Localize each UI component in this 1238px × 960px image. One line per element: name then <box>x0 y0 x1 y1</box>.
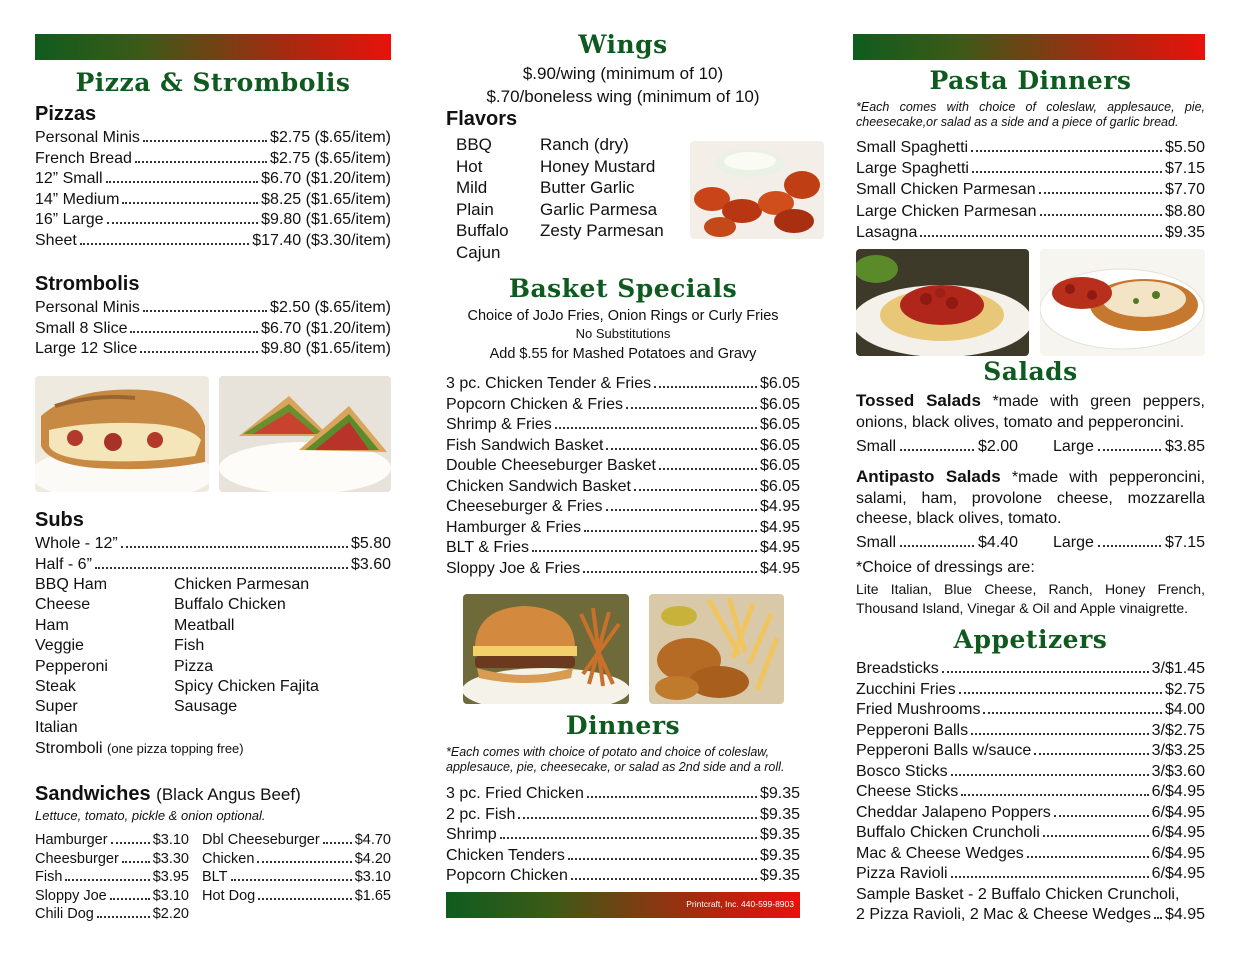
item-price: $4.95 <box>759 498 800 515</box>
dinners-title: Dinners <box>565 711 681 740</box>
tossed-salad-name: Tossed Salads <box>856 391 981 410</box>
menu-row <box>202 850 391 869</box>
size-price: $7.15 <box>1164 534 1205 551</box>
boneless-price-line: $.70/boneless wing (minimum of 10) <box>486 87 760 106</box>
menu-row <box>35 850 189 869</box>
sub-type: Ham <box>35 616 69 634</box>
item-price: $1.65 <box>354 887 391 904</box>
dinners-list <box>446 784 800 887</box>
sub-type: Spicy Chicken Fajita <box>174 678 319 696</box>
item-name: Shrimp & Fries <box>446 416 552 433</box>
item-name: Buffalo Chicken Cruncholi <box>856 824 1040 841</box>
spaghetti-photo <box>856 249 1029 356</box>
sub-type: Meatball <box>174 616 235 634</box>
item-price: $3.10 <box>152 887 189 904</box>
sandwiches-title: Sandwiches <box>35 783 151 805</box>
basket-no-sub-line: No Substitutions <box>575 326 671 341</box>
item-name: Chicken Tenders <box>446 846 565 864</box>
menu-row <box>202 868 391 887</box>
basket-specials-title: Basket Specials <box>508 274 738 303</box>
menu-row <box>35 149 391 170</box>
sub-type: Veggie <box>35 637 84 655</box>
sample-basket-line-2 <box>856 905 1205 926</box>
pizza-column <box>35 0 391 960</box>
flavor: Zesty Parmesan <box>540 221 664 241</box>
size-label: Small <box>856 438 897 455</box>
item-price: $3.30 <box>152 850 189 867</box>
menu-row <box>446 518 800 539</box>
menu-row <box>446 559 800 580</box>
menu-row <box>856 803 1205 824</box>
sample-basket-line-1 <box>856 885 1205 906</box>
sub-type: Pepperoni <box>35 657 108 675</box>
menu-row <box>856 179 1205 200</box>
item-name: Chicken <box>202 850 255 867</box>
item-price: 6/$4.95 <box>1151 865 1205 882</box>
pizza-strombolis-title: Pizza & Strombolis <box>75 68 351 97</box>
sub-type: Fish <box>174 637 205 655</box>
item-price: 6/$4.95 <box>1151 803 1205 821</box>
subs-sizes-list <box>35 534 391 575</box>
item-name: Sloppy Joe & Fries <box>446 559 581 577</box>
item-price: $9.80 ($1.65/item) <box>261 340 391 357</box>
sandwiches-note: Lettuce, tomato, pickle & onion optional. <box>35 808 266 823</box>
menu-row <box>446 395 800 416</box>
antipasto-salad-desc <box>856 467 1205 530</box>
item-name: Shrimp <box>446 826 497 843</box>
item-price: $7.15 <box>1164 160 1205 178</box>
menu-row <box>35 128 391 149</box>
menu-row <box>446 805 800 826</box>
item-name: Lasagna <box>856 223 918 241</box>
item-price: $2.75 ($.65/item) <box>270 129 391 146</box>
item-price: $17.40 ($3.30/item) <box>252 231 391 249</box>
menu-row <box>35 231 391 252</box>
item-name: Sheet <box>35 231 77 249</box>
menu-row <box>202 831 391 850</box>
item-price: $9.35 <box>1164 223 1205 241</box>
stromboli-line <box>35 740 244 758</box>
item-price: $9.80 ($1.65/item) <box>261 211 391 228</box>
item-name: Chicken Sandwich Basket <box>446 477 631 495</box>
item-name: Double Cheeseburger Basket <box>446 457 656 474</box>
menu-row <box>856 700 1205 721</box>
item-name: Fried Mushrooms <box>856 701 981 718</box>
wings-photo <box>690 141 824 239</box>
flavor: Garlic Parmesa <box>540 199 658 219</box>
sub-type: Buffalo Chicken <box>174 596 286 614</box>
flavor: Buffalo <box>456 221 509 241</box>
size-price: $2.00 <box>978 438 1019 455</box>
tossed-salad-desc <box>856 391 1205 433</box>
strombolis-list <box>35 298 391 360</box>
item-name: Small Chicken Parmesan <box>856 181 1036 199</box>
flavor: Ranch (dry) <box>540 135 629 154</box>
menu-row <box>856 137 1205 158</box>
pasta-salads-column <box>856 0 1205 960</box>
item-price: $3.95 <box>152 869 189 886</box>
item-name: Chili Dog <box>35 906 94 923</box>
wings-title: Wings <box>578 30 668 59</box>
size-label: Large <box>1053 438 1094 455</box>
size-label: Small <box>856 534 897 551</box>
menu-row <box>35 169 391 190</box>
sub-type: Chicken Parmesan <box>174 576 310 593</box>
item-price: $3.60 <box>350 555 391 573</box>
dressings-heading: *Choice of dressings are: <box>856 559 1035 576</box>
menu-row <box>856 864 1205 885</box>
item-price: 3/$3.60 <box>1151 762 1205 780</box>
item-name: Fish <box>35 869 63 886</box>
menu-row <box>35 319 391 340</box>
flavor: Honey Mustard <box>540 156 656 176</box>
item-price: $2.75 ($.65/item) <box>270 149 391 167</box>
menu-row <box>446 374 800 395</box>
flavor: Butter Garlic <box>540 178 635 198</box>
menu-row <box>446 415 800 436</box>
item-price: $6.05 <box>759 457 800 474</box>
menu-row <box>35 534 391 555</box>
size-price: $4.40 <box>978 534 1019 551</box>
item-name: 2 pc. Fish <box>446 805 516 823</box>
dressings-list: Lite Italian, Blue Cheese, Ranch, Honey French, Thousand Island, Vinegar & Oil and Apple vinaigrette. <box>856 581 1205 616</box>
item-name: 3 pc. Fried Chicken <box>446 785 584 802</box>
item-price: $6.05 <box>759 395 800 413</box>
item-name: Dbl Cheeseburger <box>202 832 320 848</box>
menu-row <box>446 784 800 805</box>
item-price: $3.10 <box>152 832 189 848</box>
item-price: 3/$1.45 <box>1151 660 1205 677</box>
menu-row <box>856 844 1205 865</box>
sub-type: Steak <box>35 678 76 696</box>
menu-row <box>35 298 391 319</box>
pasta-dinners-title: Pasta Dinners <box>929 66 1132 95</box>
menu-row <box>446 825 800 846</box>
item-name: Small 8 Slice <box>35 319 128 337</box>
printer-credit: Printcraft, Inc. 440-599-8903 <box>446 892 800 918</box>
size-label: Large <box>1053 534 1094 551</box>
menu-row <box>35 555 391 576</box>
item-price: $8.25 ($1.65/item) <box>261 190 391 208</box>
menu-row <box>856 782 1205 803</box>
menu-row <box>446 497 800 518</box>
item-price: $4.95 <box>759 518 800 536</box>
basket-list <box>446 374 800 579</box>
menu-row <box>35 887 189 906</box>
menu-row <box>35 190 391 211</box>
item-name: Hamburger <box>35 832 108 848</box>
item-name: Large 12 Slice <box>35 340 138 357</box>
item-name: Hamburger & Fries <box>446 518 582 536</box>
dinners-note: *Each comes with choice of potato and choice of coleslaw, applesauce, pie, cheesecake, or salad as 2nd side and a roll. <box>446 745 785 774</box>
item-name: 2 Pizza Ravioli, 2 Mac & Cheese Wedges <box>856 906 1151 923</box>
pizzas-list <box>35 128 391 251</box>
sandwiches-list-right <box>202 831 391 905</box>
flavors-grid <box>456 134 690 264</box>
sub-type: BBQ Ham <box>35 576 108 593</box>
item-name: Cheddar Jalapeno Poppers <box>856 803 1051 821</box>
item-price: $6.05 <box>759 477 800 495</box>
item-price: $4.95 <box>759 539 800 556</box>
sub-type: Sausage <box>174 698 238 716</box>
flavor: Hot <box>456 156 483 176</box>
item-name: Breadsticks <box>856 660 939 677</box>
item-price: 6/$4.95 <box>1151 783 1205 800</box>
item-name: Mac & Cheese Wedges <box>856 844 1024 862</box>
item-price: $4.95 <box>1164 906 1205 923</box>
item-name: 12” Small <box>35 170 103 187</box>
tossed-salad-prices <box>856 438 1205 456</box>
item-name: Popcorn Chicken & Fries <box>446 395 623 413</box>
item-name: 14” Medium <box>35 190 120 208</box>
item-name: Zucchini Fries <box>856 680 956 698</box>
appetizers-list <box>856 659 1205 926</box>
flavor: Cajun <box>456 242 501 262</box>
item-name: Bosco Sticks <box>856 762 948 780</box>
item-name: Large Chicken Parmesan <box>856 202 1037 220</box>
chicken-fries-photo <box>649 594 784 704</box>
item-name: Cheesburger <box>35 850 119 867</box>
item-name: Pizza Ravioli <box>856 865 948 882</box>
subs-types-grid <box>35 575 391 738</box>
gradient-bar <box>35 34 391 60</box>
item-name: Personal Minis <box>35 129 140 146</box>
menu-row <box>446 866 800 887</box>
wings-price-line: $.90/wing (minimum of 10) <box>522 64 724 83</box>
item-price: $9.35 <box>759 846 800 864</box>
item-name: Personal Minis <box>35 299 140 316</box>
subs-heading: Subs <box>35 509 84 531</box>
item-name: Cheeseburger & Fries <box>446 498 603 515</box>
menu-row <box>35 905 189 924</box>
item-price: $4.70 <box>354 832 391 848</box>
sandwich-photo <box>219 376 391 492</box>
item-price: $2.20 <box>152 906 189 923</box>
sandwiches-subtitle: (Black Angus Beef) <box>156 785 301 804</box>
item-price: 3/$2.75 <box>1151 721 1205 739</box>
menu-row <box>35 339 391 360</box>
item-price: $3.10 <box>354 869 391 886</box>
salads-title: Salads <box>983 357 1078 386</box>
stromboli-label: Stromboli <box>35 740 103 757</box>
menu-row <box>446 436 800 457</box>
strombolis-heading: Strombolis <box>35 273 140 295</box>
item-name: Sloppy Joe <box>35 887 107 904</box>
item-price: $7.70 <box>1164 181 1205 199</box>
item-name: Sample Basket - 2 Buffalo Chicken Cruncholi, <box>856 885 1180 903</box>
menu-row <box>856 659 1205 680</box>
item-price: $5.80 <box>350 535 391 552</box>
sub-type <box>174 718 391 738</box>
item-price: $5.50 <box>1164 139 1205 156</box>
wings-baskets-column <box>446 0 800 960</box>
pasta-list <box>856 137 1205 243</box>
flavor: Plain <box>456 199 494 219</box>
menu-row <box>856 222 1205 243</box>
item-name: Cheese Sticks <box>856 783 959 800</box>
menu-row <box>856 680 1205 701</box>
menu-row <box>856 823 1205 844</box>
menu-row <box>446 538 800 559</box>
item-name: 16” Large <box>35 211 104 228</box>
sandwiches-heading <box>35 783 301 806</box>
item-name: Large Spaghetti <box>856 160 969 178</box>
item-name: BLT <box>202 869 228 886</box>
pasta-note: *Each comes with choice of coleslaw, applesauce, pie, cheesecake,or salad as a side and a piece of garlic bread. <box>856 100 1205 129</box>
item-name: Small Spaghetti <box>856 139 969 156</box>
basket-gravy-line: Add $.55 for Mashed Potatoes and Gravy <box>489 346 757 362</box>
item-name: BLT & Fries <box>446 539 529 556</box>
item-name: Hot Dog <box>202 887 256 904</box>
menu-row <box>35 868 189 887</box>
menu-row <box>856 721 1205 742</box>
flavor: Mild <box>456 178 488 198</box>
menu-row <box>446 477 800 498</box>
burger-photo <box>463 594 629 704</box>
item-price: 3/$3.25 <box>1151 742 1205 759</box>
item-name: Pepperoni Balls <box>856 721 969 739</box>
antipasto-salad-text: *made with pepperoncini, salami, ham, provolone cheese, mozzarella cheese, black olives, tomato. <box>856 469 1206 527</box>
tossed-salad-text: *made with green peppers, onions, black olives, tomato and pepperoncini. <box>856 393 1206 431</box>
chicken-parmesan-photo <box>1040 249 1205 356</box>
sandwiches-list-left <box>35 831 189 924</box>
antipasto-salad-name: Antipasto Salads <box>856 467 1001 486</box>
item-price: $4.20 <box>354 850 391 867</box>
item-price: $6.05 <box>759 416 800 433</box>
item-price: $9.35 <box>759 826 800 843</box>
item-price: $6.70 ($1.20/item) <box>261 319 391 337</box>
pizzas-heading: Pizzas <box>35 103 97 125</box>
stromboli-photo <box>35 376 209 492</box>
flavors-heading: Flavors <box>446 108 518 130</box>
menu-row <box>856 762 1205 783</box>
sub-type: Cheese <box>35 596 91 614</box>
item-name: Half - 6” <box>35 555 92 573</box>
menu-row <box>446 846 800 867</box>
item-price: $9.35 <box>759 867 800 884</box>
item-price: $8.80 <box>1164 202 1205 220</box>
item-price: $6.05 <box>759 375 800 392</box>
flavor <box>540 242 690 264</box>
menu-row <box>856 158 1205 179</box>
menu-row <box>446 456 800 477</box>
item-price: $4.95 <box>759 559 800 577</box>
item-price: $2.50 ($.65/item) <box>270 299 391 316</box>
item-price: $6.70 ($1.20/item) <box>261 170 391 187</box>
item-price: $9.35 <box>759 805 800 823</box>
sub-type: Italian <box>35 718 78 736</box>
sub-type: Super <box>35 698 78 716</box>
item-price: $4.00 <box>1164 701 1205 718</box>
antipasto-salad-prices <box>856 534 1205 552</box>
item-price: $2.75 <box>1164 680 1205 698</box>
menu-row <box>856 741 1205 762</box>
stromboli-note: (one pizza topping free) <box>107 741 244 756</box>
item-price: 6/$4.95 <box>1151 844 1205 862</box>
menu-row <box>35 210 391 231</box>
flavor: BBQ <box>456 135 492 154</box>
item-price: 6/$4.95 <box>1151 824 1205 841</box>
item-name: Whole - 12” <box>35 535 118 552</box>
item-name: Fish Sandwich Basket <box>446 436 604 454</box>
item-name: Popcorn Chicken <box>446 867 568 884</box>
menu-row <box>202 887 391 906</box>
item-name: 3 pc. Chicken Tender & Fries <box>446 375 652 392</box>
appetizers-title: Appetizers <box>953 625 1108 654</box>
gradient-bar <box>853 34 1205 60</box>
item-price: $9.35 <box>759 785 800 802</box>
item-price: $6.05 <box>759 436 800 454</box>
menu-row <box>35 831 189 850</box>
sub-type: Pizza <box>174 657 214 675</box>
item-name: French Bread <box>35 149 132 167</box>
item-name: Pepperoni Balls w/sauce <box>856 742 1032 759</box>
menu-row <box>856 201 1205 222</box>
size-price: $3.85 <box>1164 438 1205 455</box>
basket-choice-line: Choice of JoJo Fries, Onion Rings or Curly Fries <box>467 308 779 324</box>
